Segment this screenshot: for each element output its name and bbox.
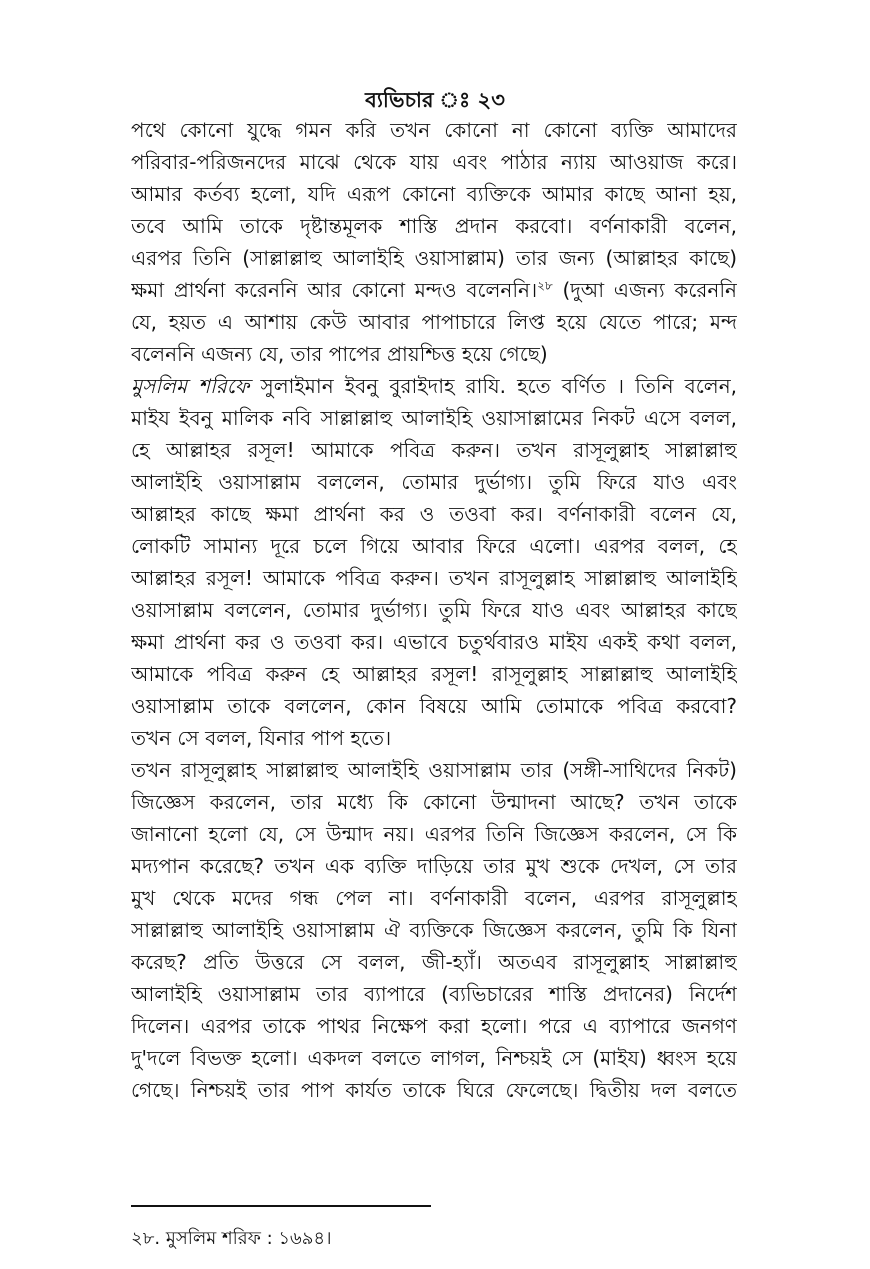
line-text: মদ্যপান করেছে? তখন এক ব্যক্তি দাড়িয়ে তার মুখ শুকে দেখল, সে তার <box>131 854 737 878</box>
text-line <box>131 210 737 242</box>
page-header: ব্যভিচার ঃ ২৩ <box>365 88 505 112</box>
text-line <box>131 690 737 722</box>
line-text: তখন রাসূলুল্লাহ সাল্লাল্লাহু আলাইহি ওয়াসাল্লাম তার (সঙ্গী-সাথিদের নিকট) <box>131 758 737 782</box>
line-text: সুলাইমান ইবনু বুরাইদাহ রাযি. হতে বর্ণিত । তিনি বলেন, <box>249 374 737 398</box>
text-line <box>131 914 737 946</box>
text-line <box>131 850 737 882</box>
line-text: দু'দলে বিভক্ত হলো। একদল বলতে লাগল, নিশ্চয়ই সে (মাইয) ধ্বংস হয়ে <box>131 1046 737 1070</box>
line-text-continued: (দুআ এজন্য করেননি <box>552 278 737 302</box>
footnote-divider <box>131 1205 431 1207</box>
line-text: পথে কোনো যুদ্ধে গমন করি তখন কোনো না কোনো ব্যক্তি আমাদের <box>131 118 737 142</box>
text-line <box>131 498 737 530</box>
footnote-marker[interactable]: ২৮ <box>537 278 553 293</box>
text-line <box>131 530 737 562</box>
line-text: এরপর তিনি (সাল্লাল্লাহু আলাইহি ওয়াসাল্লাম) তার জন্য (আল্লাহর কাছে) <box>131 246 737 270</box>
line-text: তবে আমি তাকে দৃষ্টান্তমূলক শাস্তি প্রদান করবো। বর্ণনাকারী বলেন, <box>131 214 737 238</box>
line-text: ওয়াসাল্লাম বললেন, তোমার দুর্ভাগ্য। তুমি ফিরে যাও এবং আল্লাহর কাছে <box>131 598 737 622</box>
text-line <box>131 434 737 466</box>
line-text: আমাকে পবিত্র করুন হে আল্লাহর রসূল! রাসূলুল্লাহ সাল্লাল্লাহু আলাইহি <box>131 662 737 686</box>
text-line <box>131 626 737 658</box>
text-line <box>131 1042 737 1074</box>
text-line <box>131 1074 737 1106</box>
line-text: আল্লাহর রসূল! আমাকে পবিত্র করুন। তখন রাসূলুল্লাহ সাল্লাল্লাহু আলাইহি <box>131 566 737 590</box>
line-text: আলাইহি ওয়াসাল্লাম বললেন, তোমার দুর্ভাগ্য। তুমি ফিরে যাও এবং <box>131 470 737 494</box>
line-text: মাইয ইবনু মালিক নবি সাল্লাল্লাহু আলাইহি ওয়াসাল্লামের নিকট এসে বলল, <box>131 406 737 430</box>
line-text: তখন সে বলল, যিনার পাপ হতে। <box>131 726 392 750</box>
text-line <box>131 242 737 274</box>
line-text: বলেননি এজন্য যে, তার পাপের প্রায়শ্চিত্ত হয়ে গেছে) <box>131 342 548 366</box>
line-text: পরিবার-পরিজনদের মাঝে থেকে যায় এবং পাঠার ন্যায় আওয়াজ করে। <box>131 150 737 174</box>
line-text: করেছ? প্রতি উত্তরে সে বলল, জী-হ্যাঁ। অতএব রাসূলুল্লাহ সাল্লাল্লাহু <box>131 950 737 974</box>
line-text: ক্ষমা প্রার্থনা কর ও তওবা কর। এভাবে চতুর্থবারও মাইয একই কথা বলল, <box>131 630 737 654</box>
text-line <box>131 754 737 786</box>
text-line <box>131 562 737 594</box>
line-text: যে, হয়ত এ আশায় কেউ আবার পাপাচারে লিপ্ত হয়ে যেতে পারে; মন্দ <box>131 310 737 334</box>
line-text: ওয়াসাল্লাম তাকে বললেন, কোন বিষয়ে আমি তোমাকে পবিত্র করবো? <box>131 694 737 718</box>
footnote: ২৮. মুসলিম শরিফ : ১৬৯৪। <box>131 1228 332 1249</box>
text-line <box>131 1010 737 1042</box>
text-line <box>131 786 737 818</box>
text-line <box>131 146 737 178</box>
text-line <box>131 370 737 402</box>
text-line <box>131 402 737 434</box>
text-line <box>131 722 737 754</box>
text-line <box>131 946 737 978</box>
text-line <box>131 274 737 306</box>
line-text: গেছে। নিশ্চয়ই তার পাপ কার্যত তাকে ঘিরে ফেলেছে। দ্বিতীয় দল বলতে <box>131 1078 737 1102</box>
text-line <box>131 466 737 498</box>
line-text: হে আল্লাহর রসূল! আমাকে পবিত্র করুন। তখন রাসূলুল্লাহ সাল্লাল্লাহু <box>131 438 737 462</box>
text-line <box>131 338 737 370</box>
line-text: লোকটি সামান্য দূরে চলে গিয়ে আবার ফিরে এলো। এরপর বলল, হে <box>131 534 737 558</box>
body-text <box>131 114 737 1106</box>
text-line <box>131 818 737 850</box>
line-text: সাল্লাল্লাহু আলাইহি ওয়াসাল্লাম ঐ ব্যক্তিকে জিজ্ঞেস করলেন, তুমি কি যিনা <box>131 918 737 942</box>
text-line <box>131 978 737 1010</box>
line-text: দিলেন। এরপর তাকে পাথর নিক্ষেপ করা হলো। পরে এ ব্যাপারে জনগণ <box>131 1014 737 1038</box>
line-text: আল্লাহর কাছে ক্ষমা প্রার্থনা কর ও তওবা কর। বর্ণনাকারী বলেন যে, <box>131 502 737 526</box>
line-text: আমার কর্তব্য হলো, যদি এরূপ কোনো ব্যক্তিকে আমার কাছে আনা হয়, <box>131 182 737 206</box>
text-line <box>131 114 737 146</box>
text-line <box>131 178 737 210</box>
text-line <box>131 882 737 914</box>
line-text: আলাইহি ওয়াসাল্লাম তার ব্যাপারে (ব্যভিচারের শাস্তি প্রদানের) নির্দেশ <box>131 982 737 1006</box>
line-text: ক্ষমা প্রার্থনা করেননি আর কোনো মন্দও বলেননি। <box>131 278 538 302</box>
line-text: মুখ থেকে মদের গন্ধ পেল না। বর্ণনাকারী বলেন, এরপর রাসূলুল্লাহ <box>131 886 737 910</box>
line-text: জিজ্ঞেস করলেন, তার মধ্যে কি কোনো উন্মাদনা আছে? তখন তাকে <box>131 790 737 814</box>
italic-source: মুসলিম শরিফে <box>131 374 250 398</box>
text-line <box>131 658 737 690</box>
line-text: জানানো হলো যে, সে উন্মাদ নয়। এরপর তিনি জিজ্ঞেস করলেন, সে কি <box>131 822 737 846</box>
text-line <box>131 306 737 338</box>
text-line <box>131 594 737 626</box>
